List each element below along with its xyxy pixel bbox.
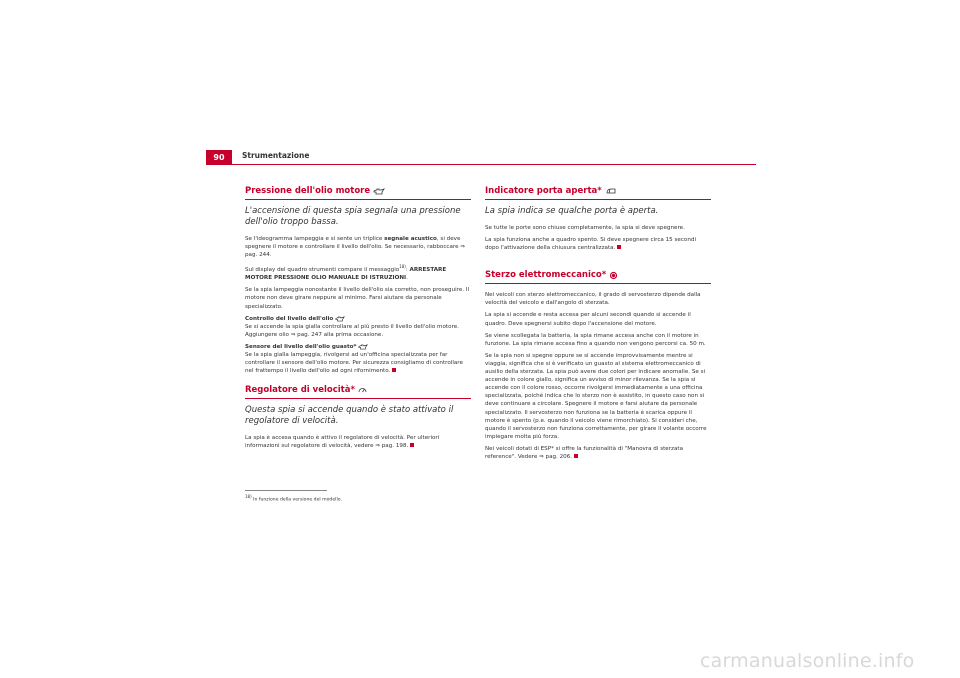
oil-paragraph-1: Se l'ideogramma lampeggia e si sente un triplice segnale acustico, si deve spegnere il motore e controllare il livello dell'olio. Se necessario, rabboccare ⇒ pag. 244. [245,236,465,259]
section-title-oil-pressure [245,186,471,200]
door-open-icon [605,187,617,195]
page-number [206,150,232,164]
steering-wheel-icon [609,271,618,280]
speedometer-icon [358,386,367,394]
end-of-section-mark [617,245,621,249]
footnote: $^{18)}$ In funzione della versione del modello. [245,494,342,503]
oil-level-heading: Controllo del livello dell'olio [245,315,471,323]
page-number-text: 90 [213,152,225,162]
section-subtitle-door: La spia indica se qualche porta è aperta. [485,206,659,216]
oil-sensor-text: Se la spia gialla lampeggia, rivolgersi ad un'officina specializzata per far controllare il sensore dell'olio motore. Per sicurezza consigliamo di controllare nel frattempo il livello dell'olio ad ogni rifornimento. [245,351,463,375]
section-title-cruise [245,385,471,399]
right-column [485,186,711,465]
door-paragraph-2: La spia funziona anche a quadro spento. Si deve spegnere circa 15 secondi dopo l'attivazione della chiusura centralizzata. [485,237,696,252]
oil-paragraph-2: Sul display del quadro strumenti compare il messaggio$^{18)}$: ARRESTARE MOTORE PRESSIONE OLIO MANUALE DI ISTRUZIONI. [245,264,447,282]
chapter-title: Strumentazione [242,151,310,160]
footnote-divider [245,490,327,491]
steering-paragraph-2: La spia si accende e resta accesa per alcuni secondi quando si accende il quadro. Deve spegnersi subito dopo l'accensione del motore. [485,312,691,327]
oil-level-text: Se si accende la spia gialla controllare al più presto il livello dell'olio motore. Aggiungere olio ⇒ pag. 247 alla prima occasione. [245,323,459,338]
section-oil-pressure [245,186,471,375]
oil-paragraph-3: Se la spia lampeggia nonostante il livello dell'olio sia corretto, non proseguire. Il motore non deve girare neppure al minimo. Farsi aiutare da personale specializzato. [245,287,470,310]
section-subtitle-oil: L'accensione di questa spia segnala una pressione dell'olio troppo bassa. [245,206,461,227]
section-cruise-control [245,385,471,450]
left-column [245,186,471,454]
watermark: carmanualsonline.info [700,650,915,672]
oil-can-icon [358,344,368,350]
end-of-section-mark [574,454,578,458]
oil-can-icon [335,316,345,322]
end-of-section-mark [392,368,396,372]
section-title-text: Regolatore di velocità* [245,385,355,396]
door-paragraph-1: Se tutte le porte sono chiuse completamente, la spia si deve spegnere. [485,225,685,231]
section-door-open [485,186,711,252]
steering-paragraph-5: Nei veicoli dotati di ESP* si offre la funzionalità di "Manovra di sterzata reference". Vedere ⇒ pag. 206. [485,445,684,460]
header-divider [206,164,756,165]
steering-paragraph-4: Se la spia non si spegne oppure se si accende improvvisamente mentre si viaggia, significa che si è verificato un guasto al sistema elettromeccanico di ausilio della sterzata. La spia può avere due colori per indicare anomalie. Se si accende in colore giallo, significa un avviso di minor rilevanza. Se la spia si accende con il colore rosso, occorre rivolgersi immediatamente a una officina specializzata, poiché indica che lo sterzo non è assistito, in questo caso non si deve continuare a circolare. Spegnere il motore e farsi aiutare da personale specializzato. Il servosterzo non funziona se la batteria è scarica oppure il motore è spento (p.e. quando il veicolo viene rimorchiato). Si consideri che, quando il servosterzo non funziona correttamente, per girare il volante occorre impiegare molta più forza. [485,352,707,440]
oil-can-icon [373,188,385,195]
section-title-door [485,186,711,200]
oil-sensor-heading: Sensore del livello dell'olio guasto* [245,343,471,351]
end-of-section-mark [410,443,414,447]
section-title-steering [485,270,711,284]
steering-paragraph-1: Nei veicoli con sterzo elettromeccanico, il grado di servosterzo dipende dalla velocità del veicolo e dall'angolo di sterzata. [485,292,701,307]
section-title-text: Sterzo elettromeccanico* [485,270,607,281]
section-title-text: Indicatore porta aperta* [485,186,602,196]
steering-paragraph-3: Se viene scollegata la batteria, la spia rimane accesa anche con il motore in funzione. La spia rimane accesa fino a quando non vengono percorsi ca. 50 m. [485,332,706,347]
section-steering [485,270,711,461]
section-subtitle-cruise: Questa spia si accende quando è stato attivato il regolatore di velocità. [245,405,454,427]
cruise-text: La spia è accesa quando è attivo il regolatore di velocità. Per ulteriori informazioni sul regolatore di velocità, vedere ⇒ pag. 198. [245,435,440,450]
section-title-text: Pressione dell'olio motore [245,186,371,196]
